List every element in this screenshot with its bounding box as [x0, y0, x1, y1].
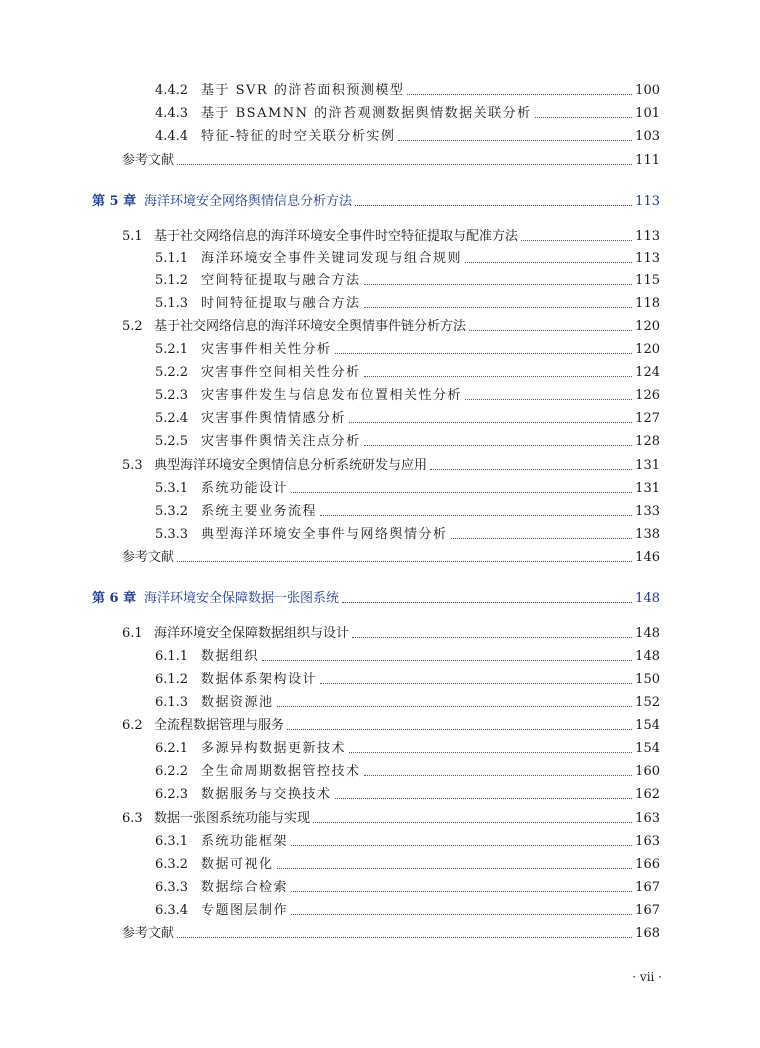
- toc-entry-title: 系统功能框架: [201, 834, 289, 849]
- toc-entry-page: 160: [635, 764, 660, 779]
- toc-entry[interactable]: [155, 477, 660, 497]
- toc-entry[interactable]: [155, 269, 660, 289]
- dot-leader: [291, 845, 632, 846]
- dot-leader: [364, 307, 633, 308]
- toc-entry[interactable]: [155, 292, 660, 312]
- toc-entry-page: 168: [635, 926, 660, 941]
- dot-leader: [291, 914, 632, 915]
- toc-entry[interactable]: [155, 361, 660, 381]
- dot-leader: [364, 445, 633, 446]
- toc-entry-title: 灾害事件舆情关注点分析: [201, 434, 361, 449]
- toc-entry-number: 5.2.5: [155, 434, 189, 449]
- toc-entry-page: 163: [635, 811, 660, 826]
- toc-entry-number: 6.3.3: [155, 880, 189, 895]
- toc-entry-number: 5.1.3: [155, 296, 189, 311]
- toc-entry-number: 5.3.1: [155, 481, 189, 496]
- dot-leader: [320, 683, 632, 684]
- toc-entry-number: 6.1.1: [155, 649, 189, 664]
- toc-entry-number: 6.3.4: [155, 903, 189, 918]
- toc-entry-title: 专题图层制作: [201, 903, 289, 918]
- toc-entry-page: 100: [635, 83, 660, 98]
- toc-entry-number: 5.1.2: [155, 273, 189, 288]
- toc-entry[interactable]: [155, 830, 660, 850]
- toc-entry-title: 灾害事件舆情情感分析: [201, 411, 347, 426]
- toc-entry-page: 152: [635, 695, 660, 710]
- toc-entry-number: 4.4.2: [155, 83, 189, 98]
- toc-entry-number: 6.1.2: [155, 672, 189, 687]
- toc-entry-title: 灾害事件空间相关性分析: [201, 365, 361, 380]
- toc-entry-page: 113: [635, 251, 660, 266]
- dot-leader: [262, 660, 632, 661]
- toc-entry[interactable]: [155, 384, 660, 404]
- toc-references-entry[interactable]: [122, 149, 660, 169]
- toc-entry-page: 138: [635, 527, 660, 542]
- toc-entry-number: 5.2.4: [155, 411, 189, 426]
- toc-entry-page: 167: [635, 880, 660, 895]
- toc-entry-number: 5.2.2: [155, 365, 189, 380]
- toc-entry-title: 多源异构数据更新技术: [201, 741, 347, 756]
- toc-entry-number: 6.2.3: [155, 787, 189, 802]
- toc-references-entry[interactable]: [122, 546, 660, 566]
- toc-entry-number: 第 6 章: [92, 591, 137, 606]
- toc-entry-title: 全流程数据管理与服务: [154, 718, 285, 733]
- dot-leader: [451, 538, 633, 539]
- toc-entry-title: 基于 SVR 的浒苔面积预测模型: [201, 83, 405, 98]
- toc-entry-title: 基于社交网络信息的海洋环境安全事件时空特征提取与配准方法: [154, 229, 519, 244]
- toc-entry-page: 150: [635, 672, 660, 687]
- dot-leader: [355, 205, 632, 206]
- toc-entry[interactable]: [122, 315, 660, 335]
- toc-entry-page: 103: [635, 129, 660, 144]
- toc-entry-page: 154: [635, 741, 660, 756]
- toc-entry[interactable]: [122, 807, 660, 827]
- toc-entry-number: 6.1.3: [155, 695, 189, 710]
- toc-entry[interactable]: [122, 714, 660, 734]
- toc-entry-title: 参考文献: [122, 550, 175, 565]
- toc-entry-page: 166: [635, 857, 660, 872]
- toc-entry-page: 120: [635, 342, 660, 357]
- dot-leader: [349, 752, 632, 753]
- toc-entry[interactable]: [155, 407, 660, 427]
- toc-entry-page: 131: [635, 481, 660, 496]
- toc-entry-title: 灾害事件相关性分析: [201, 342, 332, 357]
- toc-entry[interactable]: [155, 500, 660, 520]
- dot-leader: [320, 515, 632, 516]
- dot-leader: [335, 353, 633, 354]
- toc-entry-page: 148: [635, 626, 660, 641]
- toc-entry[interactable]: [155, 125, 660, 145]
- dot-leader: [364, 284, 633, 285]
- toc-entry-number: 6.3.2: [155, 857, 189, 872]
- toc-entry-number: 6.2.2: [155, 764, 189, 779]
- page-number: · vii ·: [632, 970, 662, 984]
- toc-entry-number: 5.3.3: [155, 527, 189, 542]
- toc-entry-title: 海洋环境安全网络舆情信息分析方法: [144, 194, 353, 209]
- toc-entry-page: 167: [635, 903, 660, 918]
- toc-entry-title: 系统主要业务流程: [201, 504, 318, 519]
- dot-leader: [407, 94, 632, 95]
- dot-leader: [521, 240, 632, 241]
- toc-entry-page: 120: [635, 319, 660, 334]
- toc-entry[interactable]: [122, 454, 660, 474]
- dot-leader: [430, 469, 632, 470]
- toc-entry[interactable]: [155, 853, 660, 873]
- toc-entry-title: 数据综合检索: [201, 880, 289, 895]
- toc-entry-number: 4.4.3: [155, 106, 189, 121]
- toc-entry[interactable]: [155, 79, 660, 99]
- toc-entry-number: 6.2.1: [155, 741, 189, 756]
- toc-entry-page: 146: [635, 550, 660, 565]
- toc-entry-title: 参考文献: [122, 153, 175, 168]
- dot-leader: [535, 117, 632, 118]
- toc-entry-title: 系统功能设计: [201, 481, 289, 496]
- dot-leader: [177, 561, 632, 562]
- toc-entry-page: 133: [635, 504, 660, 519]
- dot-leader: [465, 399, 632, 400]
- toc-entry-page: 115: [635, 273, 660, 288]
- dot-leader: [177, 937, 632, 938]
- dot-leader: [277, 868, 633, 869]
- toc-chapter-entry[interactable]: [92, 190, 660, 210]
- toc-entry[interactable]: [155, 645, 660, 665]
- toc-entry[interactable]: [122, 622, 660, 642]
- dot-leader: [291, 492, 632, 493]
- dot-leader: [313, 822, 632, 823]
- toc-entry-number: 5.1.1: [155, 251, 189, 266]
- toc-entry-page: 126: [635, 388, 660, 403]
- toc-entry[interactable]: [155, 737, 660, 757]
- toc-entry-title: 海洋环境安全保障数据组织与设计: [154, 626, 350, 641]
- toc-entry-title: 数据体系架构设计: [201, 672, 318, 687]
- dot-leader: [465, 262, 632, 263]
- toc-entry-title: 基于社交网络信息的海洋环境安全舆情事件链分析方法: [154, 319, 467, 334]
- dot-leader: [352, 637, 632, 638]
- toc-entry-page: 118: [635, 296, 660, 311]
- toc-entry-title: 数据可视化: [201, 857, 274, 872]
- toc-entry-title: 海洋环境安全保障数据一张图系统: [144, 591, 340, 606]
- toc-entry[interactable]: [155, 338, 660, 358]
- toc-entry[interactable]: [155, 430, 660, 450]
- toc-entry-title: 全生命周期数据管控技术: [201, 764, 361, 779]
- dot-leader: [469, 330, 632, 331]
- toc-entry[interactable]: [155, 691, 660, 711]
- toc-entry-title: 时间特征提取与融合方法: [201, 296, 361, 311]
- toc-entry-page: 148: [635, 591, 660, 606]
- toc-entry[interactable]: [155, 899, 660, 919]
- toc-entry-number: 6.3.1: [155, 834, 189, 849]
- toc-entry-title: 海洋环境安全事件关键词发现与组合规则: [201, 251, 463, 266]
- toc-entry-page: 111: [635, 153, 660, 168]
- dot-leader: [349, 422, 632, 423]
- toc-entry-title: 典型海洋环境安全舆情信息分析系统研发与应用: [154, 458, 428, 473]
- toc-entry-number: 6.1: [122, 626, 143, 641]
- toc-entry[interactable]: [155, 668, 660, 688]
- toc-entry-number: 5.3.2: [155, 504, 189, 519]
- toc-entry-title: 数据服务与交换技术: [201, 787, 332, 802]
- toc-entry-number: 5.1: [122, 229, 143, 244]
- toc-entry-page: 148: [635, 649, 660, 664]
- toc-entry-page: 154: [635, 718, 660, 733]
- dot-leader: [177, 164, 632, 165]
- toc-entry[interactable]: [155, 760, 660, 780]
- toc-entry-number: 5.3: [122, 458, 143, 473]
- dot-leader: [398, 140, 632, 141]
- toc-entry-number: 6.2: [122, 718, 143, 733]
- toc-entry-page: 124: [635, 365, 660, 380]
- toc-entry-page: 101: [635, 106, 660, 121]
- toc-entry[interactable]: [155, 876, 660, 896]
- toc-entry-title: 典型海洋环境安全事件与网络舆情分析: [201, 527, 448, 542]
- dot-leader: [364, 376, 633, 377]
- toc-entry[interactable]: [155, 247, 660, 267]
- toc-entry-page: 113: [635, 229, 660, 244]
- toc-entry-page: 113: [635, 194, 660, 209]
- toc-entry[interactable]: [155, 102, 660, 122]
- toc-entry-number: 5.2: [122, 319, 143, 334]
- toc-chapter-entry[interactable]: [92, 587, 660, 607]
- dot-leader: [291, 891, 632, 892]
- toc-entry-page: 131: [635, 458, 660, 473]
- toc-entry-number: 第 5 章: [92, 194, 137, 209]
- toc-references-entry[interactable]: [122, 922, 660, 942]
- toc-entry[interactable]: [122, 225, 660, 245]
- toc-entry-page: 163: [635, 834, 660, 849]
- dot-leader: [364, 775, 633, 776]
- toc-entry-page: 127: [635, 411, 660, 426]
- toc-entry-number: 5.2.3: [155, 388, 189, 403]
- toc-entry-title: 数据一张图系统功能与实现: [154, 811, 311, 826]
- toc-entry-page: 162: [635, 787, 660, 802]
- toc-entry[interactable]: [155, 523, 660, 543]
- toc-entry-title: 基于 BSAMNN 的浒苔观测数据舆情数据关联分析: [201, 106, 532, 121]
- dot-leader: [287, 729, 632, 730]
- dot-leader: [342, 602, 632, 603]
- toc-entry-page: 128: [635, 434, 660, 449]
- toc-entry-title: 特征-特征的时空关联分析实例: [201, 129, 396, 144]
- dot-leader: [335, 798, 633, 799]
- toc-entry[interactable]: [155, 783, 660, 803]
- toc-entry-number: 5.2.1: [155, 342, 189, 357]
- toc-entry-title: 数据资源池: [201, 695, 274, 710]
- toc-entry-title: 数据组织: [201, 649, 260, 664]
- dot-leader: [277, 706, 633, 707]
- toc-entry-title: 灾害事件发生与信息发布位置相关性分析: [201, 388, 463, 403]
- toc-entry-number: 6.3: [122, 811, 143, 826]
- toc-entry-title: 空间特征提取与融合方法: [201, 273, 361, 288]
- toc-entry-title: 参考文献: [122, 926, 175, 941]
- toc-entry-number: 4.4.4: [155, 129, 189, 144]
